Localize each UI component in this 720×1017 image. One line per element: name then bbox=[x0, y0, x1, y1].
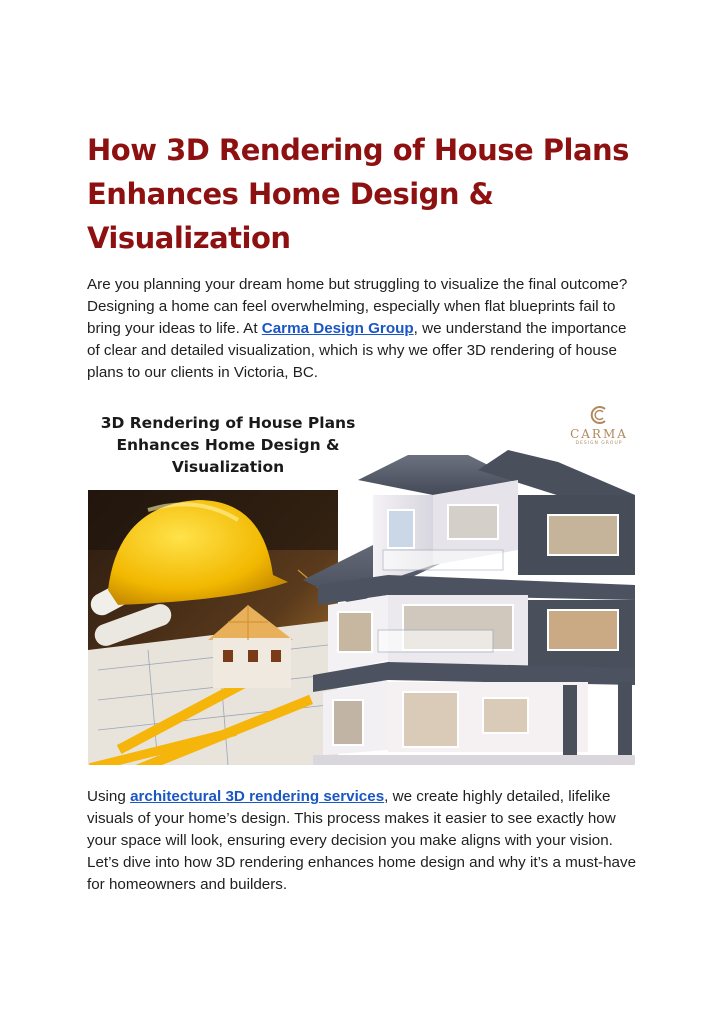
carma-logo bbox=[567, 404, 631, 446]
hero-title-line-3: Visualization bbox=[171, 458, 285, 476]
body-text-before: Using bbox=[87, 788, 131, 805]
carma-c-icon bbox=[588, 404, 610, 426]
logo-wordmark: CARMA bbox=[570, 427, 628, 441]
body-paragraph bbox=[87, 786, 637, 896]
hero-title-line-2: Enhances Home Design & bbox=[116, 436, 340, 454]
architectural-3d-rendering-link[interactable]: architectural 3D rendering services bbox=[130, 788, 385, 805]
hero-image-title bbox=[88, 412, 368, 478]
hero-image bbox=[88, 400, 635, 765]
intro-paragraph bbox=[87, 274, 637, 384]
carma-design-group-link[interactable]: Carma Design Group bbox=[261, 320, 414, 337]
hero-title-line-1: 3D Rendering of House Plans bbox=[100, 414, 356, 432]
intro-text-before: Are you planning your dream home but struggling to visualize the final outcome? Designing a home can feel overwhelming, especially when flat blueprints fail to bring your ideas to life. At bbox=[87, 276, 628, 337]
body-text-after: , we create highly detailed, lifelike visuals of your home’s design. This process makes it easier to see exactly how your space will look, ensuring every decision you make aligns with your vision. Let’s dive into how 3D rendering enhances home design and why it’s a must-have for homeowners and builders. bbox=[87, 788, 637, 893]
article-title: How 3D Rendering of House Plans Enhances Home Design & Visualization bbox=[87, 133, 629, 255]
logo-subtitle: DESIGN GROUP bbox=[575, 441, 623, 446]
intro-text-after: , we understand the importance of clear and detailed visualization, which is why we offer 3D rendering of house plans to our clients in Victoria, BC. bbox=[87, 320, 627, 381]
